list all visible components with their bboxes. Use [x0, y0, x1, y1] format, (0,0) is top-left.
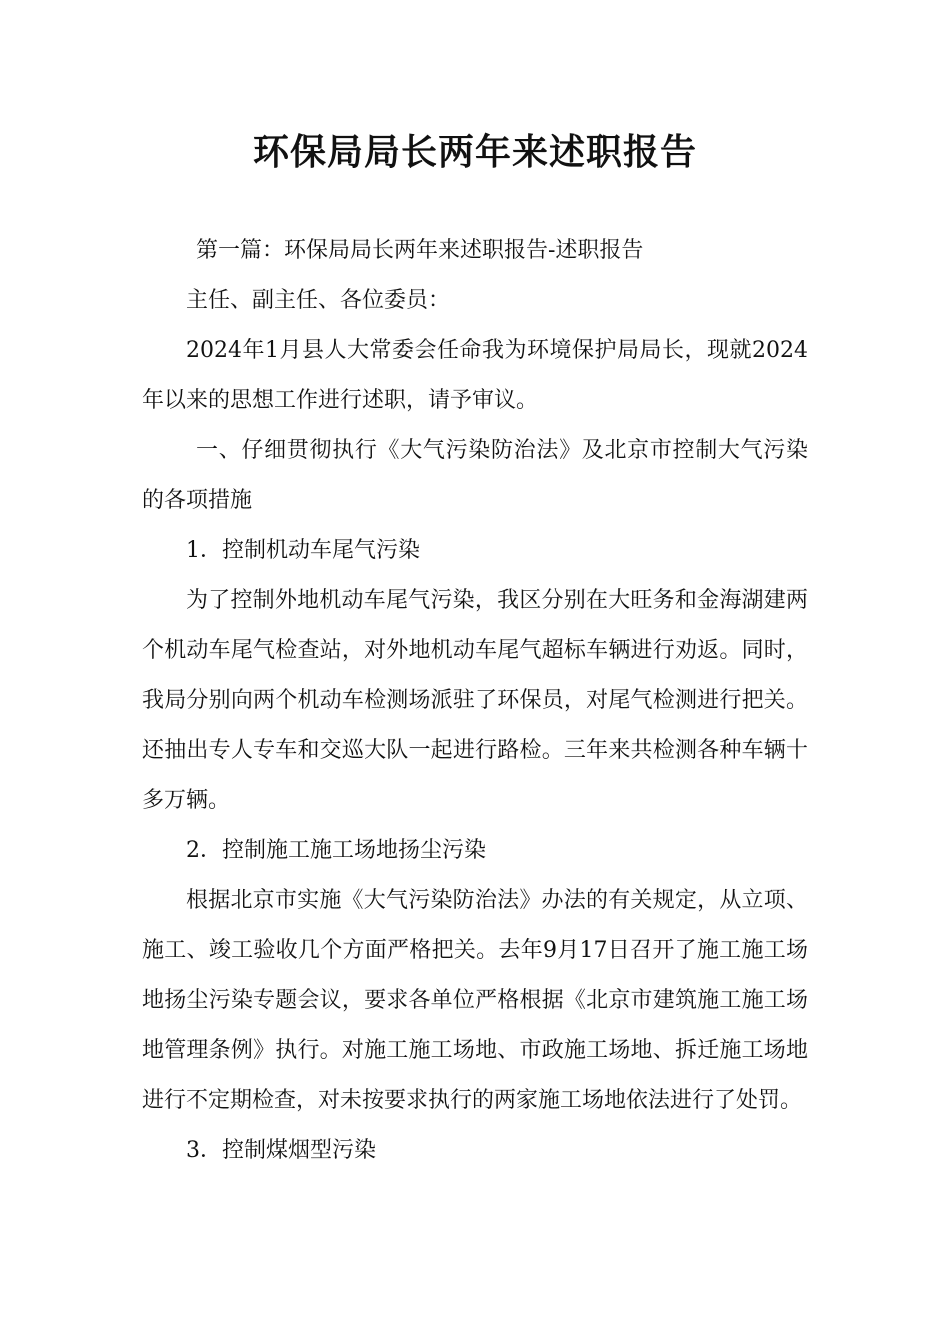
subheading-construction-dust: 2．控制施工施工场地扬尘污染: [186, 838, 486, 863]
section-heading: 第一篇：环保局局长两年来述职报告-述职报告: [196, 238, 644, 263]
part-one-heading: 一、仔细贯彻执行《大气污染防治法》及北京市控制大气污染的各项措施: [142, 438, 808, 513]
subheading-coal-smoke: 3．控制煤烟型污染: [186, 1138, 376, 1163]
subheading-vehicle-emissions: 1．控制机动车尾气污染: [186, 538, 420, 563]
construction-dust-paragraph: 根据北京市实施《大气污染防治法》办法的有关规定，从立项、施工、竣工验收几个方面严格把关。去年9月17日召开了施工施工场地扬尘污染专题会议，要求各单位严格根据《北京市建筑施工施工场地管理条例》执行。对施工施工场地、市政施工场地、拆迁施工场地进行不定期检查，对未按要求执行的两家施工场地依法进行了处罚。: [142, 888, 808, 1113]
intro-paragraph: 2024年1月县人大常委会任命我为环境保护局局长，现就2024年以来的思想工作进行述职，请予审议。: [142, 338, 808, 413]
document-title: 环保局局长两年来述职报告: [252, 132, 697, 173]
document-body: [142, 226, 808, 1176]
salutation: 主任、副主任、各位委员：: [186, 288, 451, 313]
vehicle-emissions-paragraph: 为了控制外地机动车尾气污染，我区分别在大旺务和金海湖建两个机动车尾气检查站，对外地机动车尾气超标车辆进行劝返。同时，我局分别向两个机动车检测场派驻了环保员，对尾气检测进行把关。还抽出专人专车和交巡大队一起进行路检。三年来共检测各种车辆十多万辆。: [142, 588, 808, 813]
